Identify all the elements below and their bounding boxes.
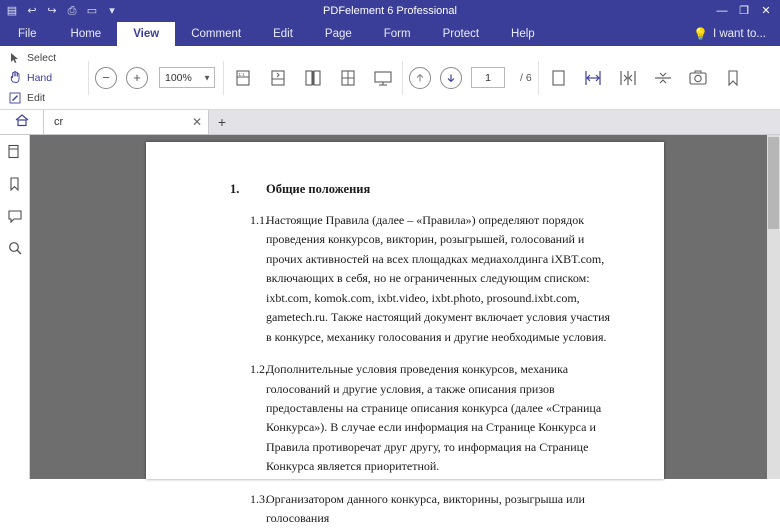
hand-tool[interactable] (8, 69, 78, 86)
chevron-down-icon: ▼ (203, 73, 211, 82)
zoom-group (95, 67, 217, 89)
side-rail (0, 135, 30, 479)
svg-text:1:1: 1:1 (238, 71, 245, 77)
home-icon (14, 112, 30, 133)
split-vertical-icon[interactable] (615, 65, 641, 91)
print-icon[interactable]: ⎙ (67, 4, 77, 17)
home-tab-button[interactable] (0, 110, 44, 134)
section-number: 1. (230, 182, 240, 196)
tab-edit[interactable]: Edit (273, 28, 293, 40)
next-page-button[interactable] (440, 67, 462, 89)
maximize-button[interactable]: ❐ (739, 4, 749, 17)
section-title: Общие положения (266, 182, 371, 196)
continuous-page-icon[interactable] (265, 65, 291, 91)
view-toolbar (0, 46, 780, 110)
tab-help[interactable]: Help (511, 28, 535, 40)
save-icon[interactable]: ▤ (6, 4, 18, 17)
document-clause (194, 360, 616, 477)
mode-group (8, 49, 82, 106)
close-button[interactable]: ✕ (761, 4, 771, 17)
minimize-button[interactable]: — (716, 4, 728, 17)
scrollbar-thumb[interactable] (768, 137, 779, 229)
document-section-heading (194, 182, 616, 197)
edit-icon (8, 91, 22, 105)
redo-icon[interactable]: ↪ (47, 4, 57, 17)
want-to-label: I want to... (712, 28, 766, 40)
toolbar-divider (538, 61, 539, 95)
select-tool[interactable] (8, 49, 78, 66)
edit-tool-label: Edit (27, 91, 46, 104)
document-tab-strip (0, 110, 780, 135)
pdf-viewer[interactable] (30, 135, 780, 526)
clause-text: Организатором данного конкурса, викторины, розыгрыша или голосования (266, 491, 585, 526)
thumbnails-icon[interactable] (6, 143, 24, 161)
workspace (0, 135, 780, 526)
hand-tool-label: Hand (27, 71, 53, 84)
page-layout-icon[interactable] (545, 65, 571, 91)
window-controls[interactable] (716, 6, 780, 17)
tab-home[interactable]: Home (70, 28, 102, 40)
tab-comment[interactable]: Comment (191, 28, 242, 40)
tab-form[interactable]: Form (383, 28, 411, 40)
pdf-page (146, 142, 664, 526)
search-icon[interactable] (6, 239, 24, 257)
single-page-icon[interactable] (230, 65, 256, 91)
document-clause (194, 211, 616, 347)
cursor-icon (8, 51, 22, 65)
want-to-search[interactable] (693, 22, 780, 46)
page-nav-group (409, 67, 532, 89)
document-clause (194, 490, 616, 529)
layout-tools-group (545, 65, 746, 91)
page-number-value: 1 (485, 71, 491, 84)
ribbon-tabs (0, 22, 780, 46)
toolbar-divider (402, 61, 403, 95)
clause-text: Настоящие Правила (далее – «Правила») определяют порядок проведения конкурсов, викторин, розыгрышей, голосований и прочих активностей на всех площадках медиахолдинга iXBT.com, включающих в себя, но не ограниченных следующим списком: ixbt.com, komok.com, ixbt.video, ixbt.photo, prosound.ixbt.com, gametech.ru. Также настоящий документ включает условия участия в конкурсе, механику голосования и другие необходимые условия. (266, 213, 611, 344)
open-icon[interactable]: ▭ (86, 4, 98, 17)
tab-protect[interactable]: Protect (442, 28, 480, 40)
bookmarks-icon[interactable] (6, 175, 24, 193)
tab-file[interactable]: File (18, 28, 37, 40)
quick-access-toolbar[interactable] (0, 3, 120, 19)
comments-icon[interactable] (6, 207, 24, 225)
facing-continuous-icon[interactable] (335, 65, 361, 91)
hand-icon (8, 71, 22, 85)
undo-icon[interactable]: ↩ (27, 4, 37, 17)
previous-page-button[interactable] (409, 67, 431, 89)
lightbulb-icon: 💡 (692, 27, 708, 41)
clause-text: Дополнительные условия проведения конкурсов, механика голосований и другие условия, а также описания призов предоставлены на странице описания конкурса (далее «Страница Конкурса»). В случае если информация на Странице Конкурса и Правила противоречат друг другу, то информация на Странице Конкурса является приоритетной. (266, 362, 602, 474)
document-tab-label: cr (54, 116, 64, 128)
viewer-scrollbar[interactable] (767, 135, 780, 479)
merge-split-icon[interactable] (650, 65, 676, 91)
chevron-down-icon[interactable]: ▾ (109, 4, 115, 17)
select-tool-label: Select (27, 51, 57, 64)
title-bar (0, 0, 780, 22)
edit-tool[interactable] (8, 89, 78, 106)
page-number-input[interactable] (471, 67, 505, 88)
toolbar-divider (88, 61, 89, 95)
document-tab[interactable] (44, 110, 209, 134)
tab-view[interactable]: View (117, 22, 175, 46)
zoom-out-button[interactable]: − (95, 67, 117, 89)
new-tab-button[interactable]: + (217, 114, 227, 130)
page-total-label: / 6 (520, 71, 532, 84)
facing-page-icon[interactable] (300, 65, 326, 91)
close-icon[interactable]: ✕ (191, 115, 202, 129)
window-title: PDFelement 6 Professional (323, 5, 457, 17)
zoom-level-value: 100% (165, 71, 192, 84)
toolbar-divider (223, 61, 224, 95)
presentation-icon[interactable] (370, 65, 396, 91)
snapshot-icon[interactable] (685, 65, 711, 91)
tab-page[interactable]: Page (324, 28, 352, 40)
clause-number: 1.2. (250, 362, 268, 377)
zoom-in-button[interactable]: + (126, 67, 148, 89)
zoom-level-select[interactable] (159, 67, 215, 88)
page-view-group (230, 65, 396, 91)
bookmark-icon[interactable] (720, 65, 746, 91)
split-horizontal-icon[interactable] (580, 65, 606, 91)
clause-number: 1.3. (250, 491, 268, 506)
clause-number: 1.1. (250, 213, 268, 227)
